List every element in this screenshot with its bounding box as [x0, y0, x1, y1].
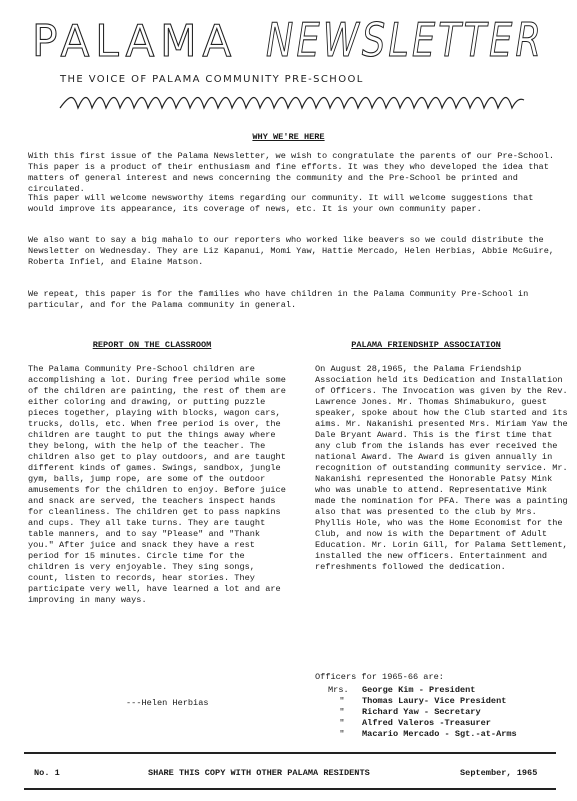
officer-row [328, 718, 568, 729]
friendship-article: On August 28,1965, the Palama Friendship Association held its Dedication and Installation of Officers. The Invocation was given by the Rev. Lawrence Jones. Mr. Thomas Shimabukuro, guest speaker, spoke about how the Club started and its aims. Mr. Nakanishi presented Mrs. Miriam Yaw the Dale Bryant Award. This is the first time that any club from the islands has ever received the national Award. The Award is given annually in recognition of outstanding community service. Mr. Nakanishi represented the Honorable Patsy Mink who was unable to attend. Representative Mink made the nomination for PFA. There was a painting also that was presented to the club by Mrs. Phyllis Hole, who was the Home Economist for the Club, and now is with the Department of Adult Education. Mr. Lorin Gill, for Palama Settlement, installed the new officers. Entertainment and refreshments followed the dedication. [315, 364, 568, 572]
issue-number: No. 1 [34, 768, 60, 778]
officers-list [328, 685, 568, 740]
masthead-subtitle: THE VOICE OF PALAMA COMMUNITY PRE-SCHOOL [60, 74, 364, 85]
officer-title: Mrs. [328, 685, 349, 695]
ditto-mark: " [339, 729, 345, 739]
officer-name: Alfred Valeros -Treasurer [362, 718, 491, 728]
officer-row [328, 707, 568, 718]
masthead-title [30, 4, 550, 70]
masthead-scribble-decoration [56, 90, 526, 116]
officer-row [328, 729, 568, 740]
officer-name: Thomas Laury- Vice President [362, 696, 507, 706]
classroom-article: The Palama Community Pre-School children are accomplishing a lot. During free period while some of the children are painting, the rest of them are either coloring and drawing, or putting puzzle pieces together, playing with blocks, wagon cars, trucks, dolls, etc. When free period is over, the children are taught to put the things away where they belong, with the help of the teacher. The children also get to play outdoors, and are taught different kinds of games. Swings, sandbox, jungle gym, balls, jump rope, are some of the outdoor amusements for the children to enjoy. Before juice and snack are served, the teachers inspect hands for cleanliness. The children get to pass napkins and cups. They all take turns. They are taught table manners, and to say "Please" and "Thank you." After juice and snack they have a rest period for 15 minutes. Circle time for the children is very enjoyable. They sing songs, count, listen to records, hear stories. They participate very well, have learned a lot and are improving in many ways. [28, 364, 286, 605]
masthead-title-right: NEWSLETTER [266, 13, 544, 67]
intro-heading: WHY WE'RE HERE [252, 132, 325, 142]
footer [24, 768, 564, 782]
intro-paragraph-4: We repeat, this paper is for the families who have children in the Palama Community Pre-School in particular, and for the Palama community in general. [28, 289, 529, 310]
masthead-title-left: PALAMA [32, 16, 237, 67]
issue-date: September, 1965 [460, 768, 538, 778]
officer-row [328, 696, 568, 707]
ditto-mark: " [339, 696, 345, 706]
share-notice: SHARE THIS COPY WITH OTHER PALAMA RESIDENTS [148, 768, 370, 778]
ditto-mark: " [339, 718, 345, 728]
footer-rule-top [24, 752, 556, 754]
officer-name: Macario Mercado - Sgt.-at-Arms [362, 729, 517, 739]
friendship-heading: PALAMA FRIENDSHIP ASSOCIATION [351, 340, 501, 350]
intro-paragraph-3: We also want to say a big mahalo to our reporters who worked like beavers so we could distribute the Newsletter on Wednesday. They are Liz Kapanui, Momi Yaw, Hattie Mercado, Helen Herbias, Abbie McGuire, Roberta Infiel, and Elaine Matson. [28, 235, 555, 267]
officers-title: Officers for 1965-66 are: [315, 672, 444, 682]
intro-paragraph-1: With this first issue of the Palama Newsletter, we wish to congratulate the parents of our Pre-School. This paper is a product of their enthusiasm and fine efforts. It was they who developed the idea that matters of general interest and news concerning the community and the Pre-School be printed and circulated. [28, 151, 555, 194]
officer-name: George Kim - President [362, 685, 476, 695]
ditto-mark: " [339, 707, 345, 717]
classroom-author: ---Helen Herbias [126, 698, 209, 708]
classroom-heading: REPORT ON THE CLASSROOM [92, 340, 212, 350]
footer-rule-bottom [24, 788, 556, 790]
officer-name: Richard Yaw - Secretary [362, 707, 481, 717]
intro-paragraph-2: This paper will welcome newsworthy items regarding our community. It will welcome suggestions that would improve its appearance, its coverage of news, etc. It is your own community paper. [28, 193, 534, 214]
officer-row [328, 685, 568, 696]
